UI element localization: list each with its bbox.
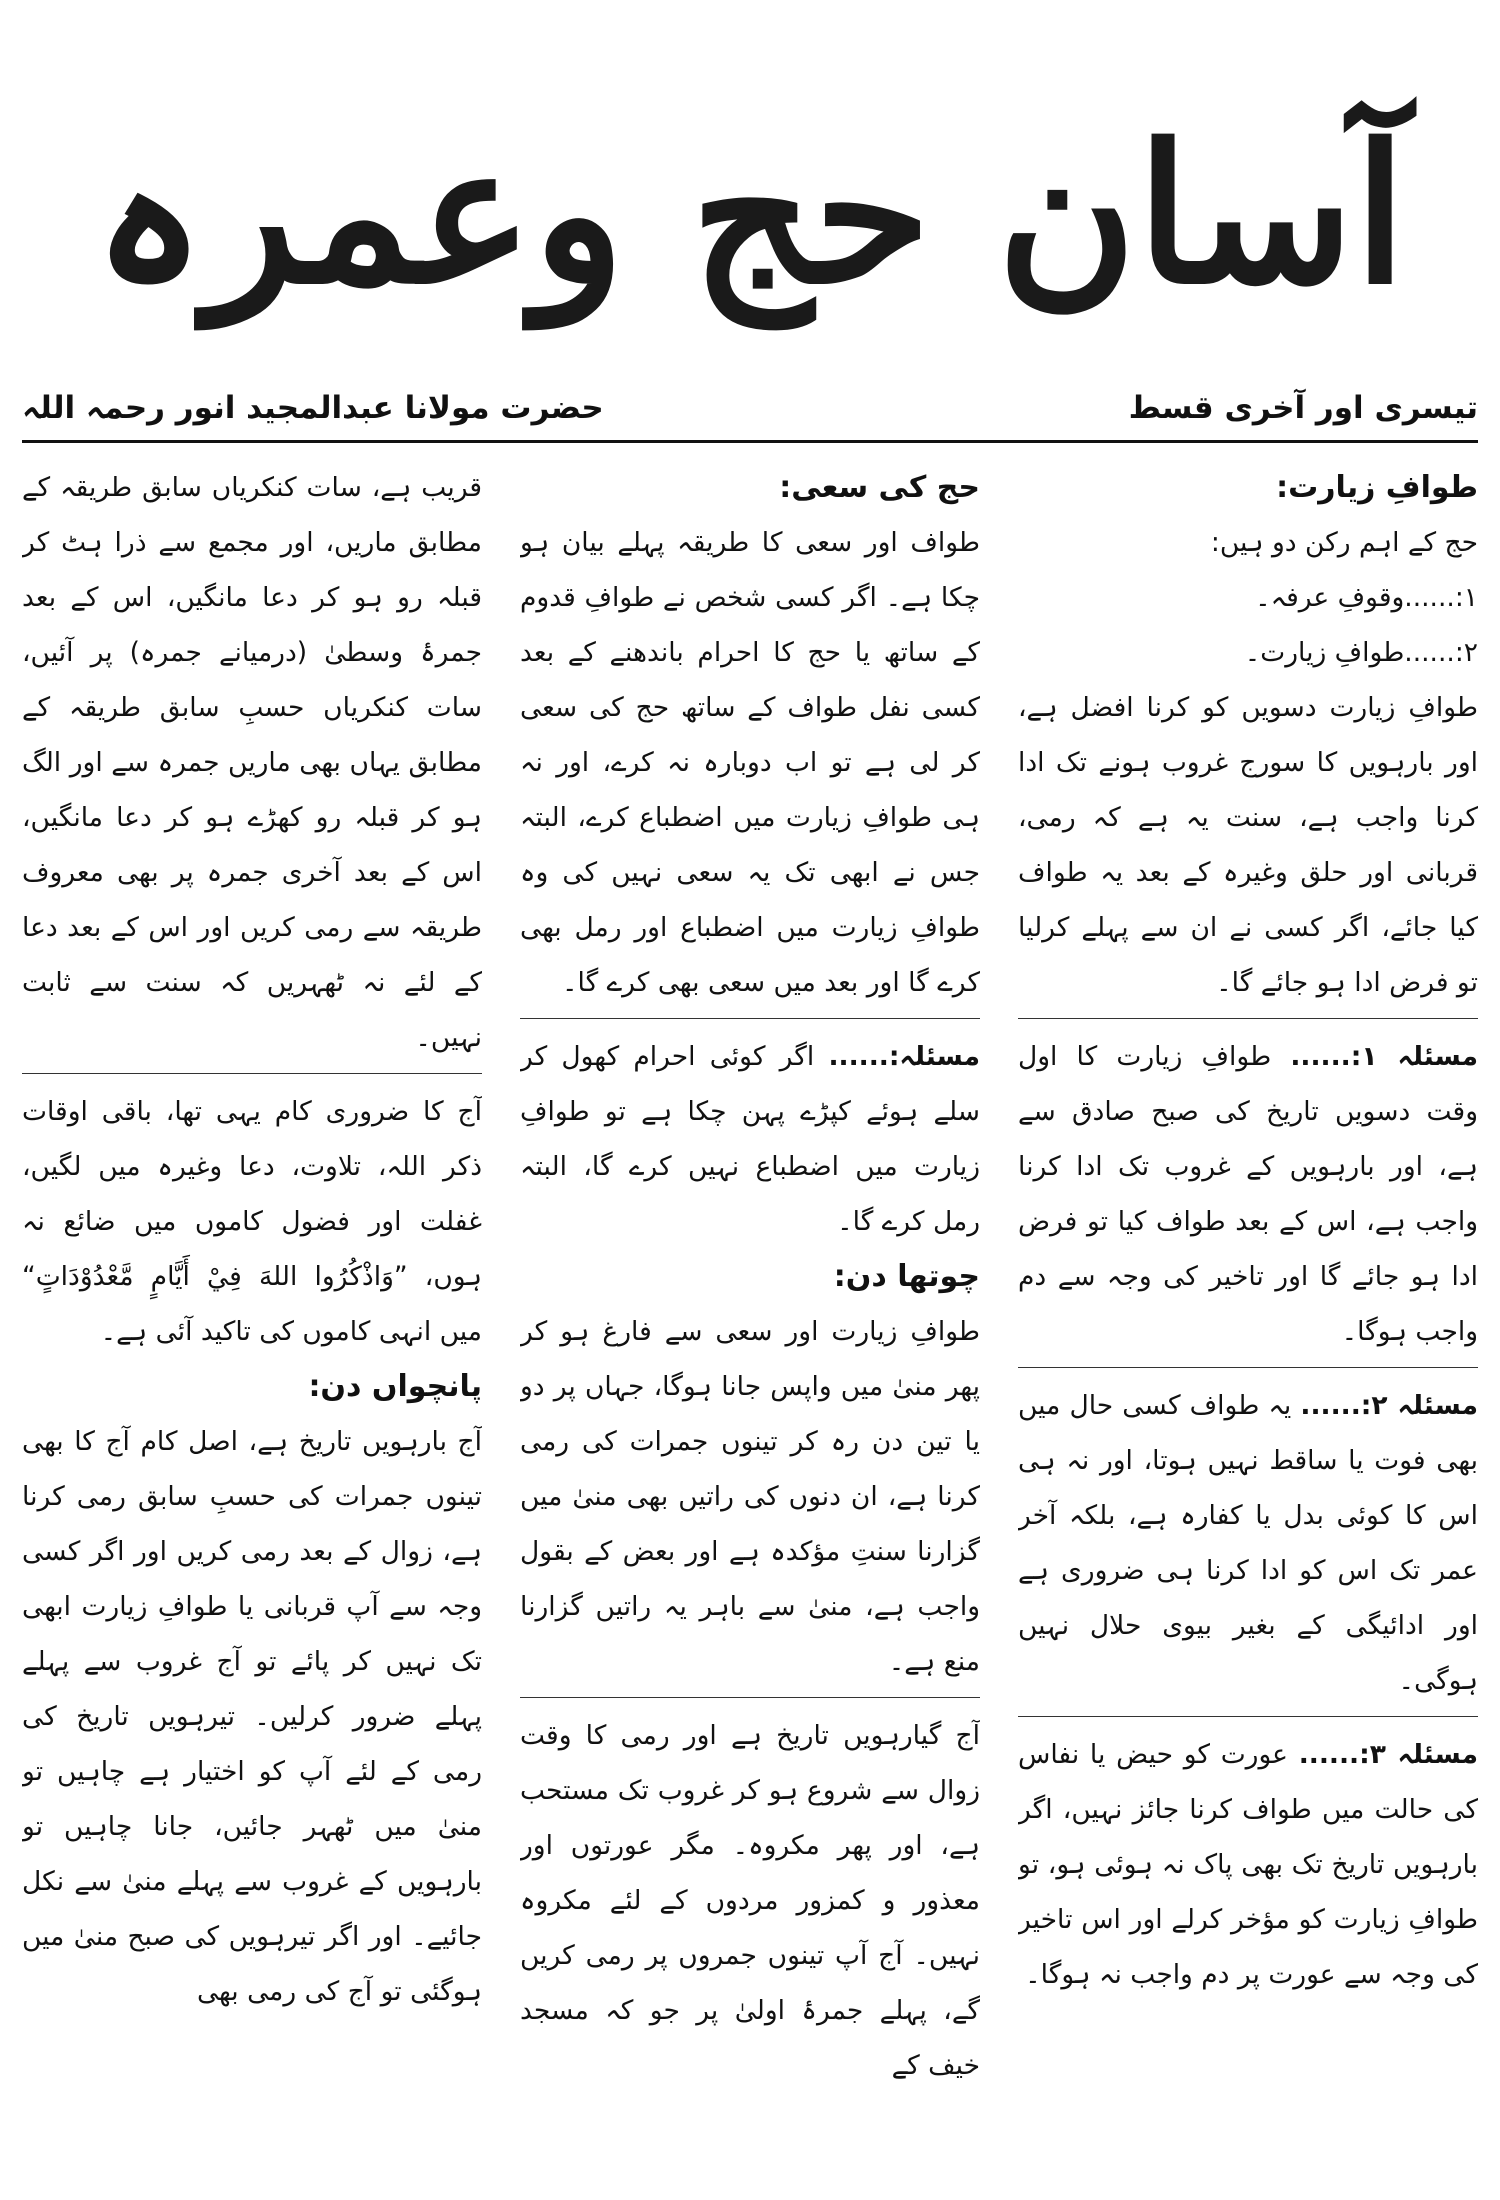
masala-paragraph <box>520 1029 980 1249</box>
masala-label: مسئلہ:...... <box>828 1041 980 1072</box>
heading-hajj-sai: حج کی سعی: <box>779 470 980 505</box>
paragraph: آج بارہویں تاریخ ہے، اصل کام آج کا بھی تینوں جمرات کی حسبِ سابق رمی کرنا ہے، زوال کے بعد رمی کریں اور اگر کسی وجہ سے آپ قربانی یا طوافِ زیارت ابھی تک نہیں کر پائے تو آج غروب سے پہلے پہلے ضرور کرلیں۔ تیرہویں تاریخ کی رمی کے لئے آپ کو اختیار ہے چاہیں تو منیٰ میں ٹھہر جائیں، جانا چاہیں تو بارہویں کے غروب سے پہلے منیٰ سے نکل جائیے۔ اور اگر تیرہویں کی صبح منیٰ میں ہوگئی تو آج کی رمی بھی <box>22 1426 482 2007</box>
author-name: حضرت مولانا عبدالمجید انور رحمہ اللہ <box>22 390 604 426</box>
heading-tawaf-ziyarat: طوافِ زیارت: <box>1276 470 1478 505</box>
masala-text: یہ طواف کسی حال میں بھی فوت یا ساقط نہیں ہوتا، اور نہ ہی اس کا کوئی بدل یا کفارہ ہے، بلکہ آخر عمر تک اس کو ادا کرنا ہی ضروری ہے اور ادائیگی کے بغیر بیوی حلال نہیں ہوگی۔ <box>1018 1390 1478 1696</box>
column-left <box>22 460 482 2180</box>
page-title: آسان حج وعمرہ <box>93 103 1407 326</box>
column-middle <box>520 460 980 2180</box>
masala-paragraph <box>1018 1378 1478 1708</box>
masala-label: مسئلہ ۳:...... <box>1298 1739 1478 1770</box>
masala-text: طوافِ زیارت کا اول وقت دسویں تاریخ کی صبح صادق سے ہے، اور بارہویں کے غروب تک ادا کرنا واجب ہے، اس کے بعد طواف کیا تو فرض ادا ہو جائے گا اور تاخیر کی وجہ سے دم واجب ہوگا۔ <box>1018 1041 1478 1347</box>
section-divider <box>1018 1367 1478 1368</box>
masala-paragraph <box>1018 1029 1478 1359</box>
article-columns <box>22 460 1478 2180</box>
section-divider <box>1018 1018 1478 1019</box>
heading-fourth-day: چوتھا دن: <box>833 1259 980 1294</box>
section-divider <box>520 1018 980 1019</box>
masala-label: مسئلہ ۲:...... <box>1300 1390 1478 1421</box>
paragraph: ۲:......طوافِ زیارت۔ <box>1244 637 1478 668</box>
paragraph: ۱:......وقوفِ عرفہ۔ <box>1255 582 1478 613</box>
paragraph: طواف اور سعی کا طریقہ پہلے بیان ہو چکا ہے۔ اگر کسی شخص نے طوافِ قدوم کے ساتھ یا حج کا احرام باندھنے کے بعد کسی نفل طواف کے ساتھ حج کی سعی کر لی ہے تو اب دوبارہ نہ کرے، اور نہ ہی طوافِ زیارت میں اضطباع کرے، البتہ جس نے ابھی تک یہ سعی نہیں کی وہ طوافِ زیارت میں اضطباع اور رمل بھی کرے گا اور بعد میں سعی بھی کرے گا۔ <box>520 527 980 998</box>
paragraph: قریب ہے، سات کنکریاں سابق طریقہ کے مطابق ماریں، اور مجمع سے ذرا ہٹ کر قبلہ رو ہو کر دعا مانگیں، اس کے بعد جمرۂ وسطیٰ (درمیانے جمرہ) پر آئیں، سات کنکریاں حسبِ سابق طریقہ کے مطابق یہاں بھی ماریں جمرہ سے اور الگ ہو کر قبلہ رو کھڑے ہو کر دعا مانگیں، اس کے بعد آخری جمرہ پر بھی معروف طریقہ سے رمی کریں اور اس کے بعد دعا کے لئے نہ ٹھہریں کہ سنت سے ثابت نہیں۔ <box>22 472 482 1053</box>
heading-fifth-day: پانچواں دن: <box>308 1369 482 1404</box>
section-divider <box>22 1073 482 1074</box>
section-divider <box>1018 1716 1478 1717</box>
masala-text: اگر کوئی احرام کھول کر سلے ہوئے کپڑے پہن چکا ہے تو طوافِ زیارت میں اضطباع نہیں کرے گا، البتہ رمل کرے گا۔ <box>520 1041 980 1237</box>
byline <box>22 390 1478 436</box>
paragraph: آج گیارہویں تاریخ ہے اور رمی کا وقت زوال سے شروع ہو کر غروب تک مستحب ہے، اور پھر مکروہ۔ مگر عورتوں اور معذور و کمزور مردوں کے لئے مکروہ نہیں۔ آج آپ تینوں جمروں پر رمی کریں گے، پہلے جمرۂ اولیٰ پر جو کہ مسجد خیف کے <box>520 1720 980 2081</box>
paragraph: حج کے اہم رکن دو ہیں: <box>1210 527 1478 558</box>
series-note: تیسری اور آخری قسط <box>1128 390 1478 426</box>
column-right <box>1018 460 1478 2180</box>
section-divider <box>520 1697 980 1698</box>
masala-label: مسئلہ ۱:...... <box>1290 1041 1478 1072</box>
paragraph: طوافِ زیارت دسویں کو کرنا افضل ہے، اور بارہویں کا سورج غروب ہونے تک ادا کرنا واجب ہے، سنت یہ ہے کہ رمی، قربانی اور حلق وغیرہ کے بعد یہ طواف کیا جائے، اگر کسی نے ان سے پہلے کرلیا تو فرض ادا ہو جائے گا۔ <box>1018 692 1478 998</box>
masala-text: عورت کو حیض یا نفاس کی حالت میں طواف کرنا جائز نہیں، اگر بارہویں تاریخ تک بھی پاک نہ ہوئی ہو، تو طوافِ زیارت کو مؤخر کرلے اور اس تاخیر کی وجہ سے عورت پر دم واجب نہ ہوگا۔ <box>1018 1739 1478 1990</box>
masala-paragraph <box>1018 1727 1478 2002</box>
paragraph: آج کا ضروری کام یہی تھا، باقی اوقات ذکر اللہ، تلاوت، دعا وغیرہ میں لگیں، غفلت اور فضول کاموں میں ضائع نہ ہوں، ”وَاذْكُرُوا اللهَ فِيْ أَيَّامٍ مَّعْدُوْدَاتٍ“ میں انہی کاموں کی تاکید آئی ہے۔ <box>22 1096 482 1347</box>
header-divider <box>22 440 1478 443</box>
paragraph: طوافِ زیارت اور سعی سے فارغ ہو کر پھر منیٰ میں واپس جانا ہوگا، جہاں پر دو یا تین دن رہ کر تینوں جمرات کی رمی کرنا ہے، ان دنوں کی راتیں بھی منیٰ میں گزارنا سنتِ مؤکدہ ہے اور بعض کے بقول واجب ہے، منیٰ سے باہر یہ راتیں گزارنا منع ہے۔ <box>520 1316 980 1677</box>
